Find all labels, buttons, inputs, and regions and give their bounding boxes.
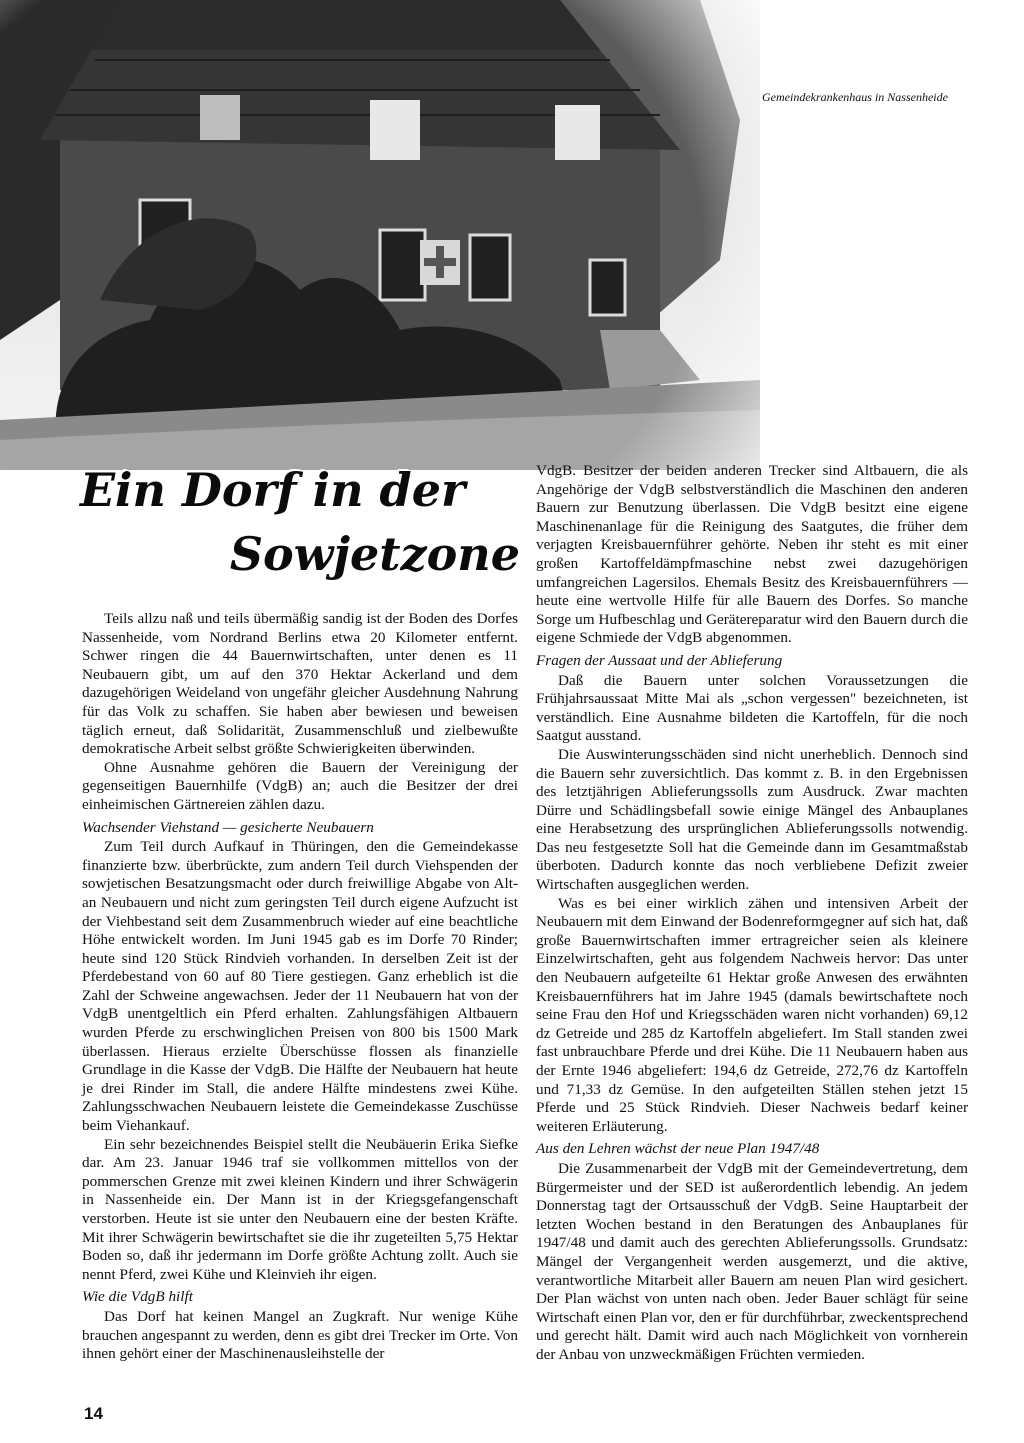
article-column-left: [82, 610, 518, 1364]
article-title: [80, 458, 520, 586]
article-column-right: [536, 462, 968, 1365]
section-heading: Aus den Lehren wächst der neue Plan 1947/48: [536, 1140, 820, 1158]
paragraph: Ohne Ausnahme gehören die Bauern der Vereinigung der gegenseitigen Bauernhilfe (VdgB) an; auch die Besitzer der drei einheimischen Gärtnereien zählen dazu.: [82, 758, 518, 813]
paragraph: Das Dorf hat keinen Mangel an Zugkraft. Nur wenige Kühe brauchen angespannt zu werden, denn es gibt drei Trecker im Orte. Von ihnen gehört einer der Maschinenausleihstelle der: [82, 1307, 518, 1363]
paragraph: Teils allzu naß und teils übermäßig sandig ist der Boden des Dorfes Nassenheide, vom Nordrand Berlins etwa 20 Kilometer entfernt. Schwer ringen die 44 Bauernwirtschaften, unter denen es 11 Neubauern gibt, um auf den 370 Hektar Ackerland und dem dazugehörigen Weideland von ungefähr gleicher Ausdehnung Nahrung für das Volk zu schaffen. Sie haben aber bewiesen und beweisen täglich erneut, daß Solidarität, Zusammenschluß und zielbewußte demokratische Arbeit selbst größte Schwierigkeiten überwinden.: [82, 610, 518, 758]
section-heading: Wachsender Viehstand — gesicherte Neubauern: [82, 818, 374, 836]
section-heading: Wie die VdgB hilft: [82, 1288, 193, 1306]
photo-caption: Gemeindekrankenhaus in Nassenheide: [762, 90, 948, 104]
section-heading: Fragen der Aussaat und der Ablieferung: [536, 651, 783, 669]
paragraph: Die Auswinterungsschäden sind nicht unerheblich. Dennoch sind die Bauern sehr zuversichtlich. Das kommt z. B. in den Ergebnissen des letztjährigen Ablieferungssolls zum Ausdruck. Zwar machten Dürre und Schädlingsbefall sowie einige Mängel des Anbauplanes eine Herabsetzung des ursprünglichen Ablieferungssolls notwendig. Das neu festgesetzte Soll hat die Gemeinde dann im Gesamtmaßstab überboten. Dadurch konnte das noch verbliebene Defizit zweier Wirtschaften ausgeglichen werden.: [536, 745, 968, 894]
title-line-2: Sowjetzone: [229, 527, 520, 581]
paragraph: Zum Teil durch Aufkauf in Thüringen, den die Gemeindekasse finanzierte bzw. überbrückte, zum andern Teil durch Viehspenden der sowjetischen Besatzungsmacht oder durch freiwillige Abgabe von Alt- an Neubauern und nicht zum geringsten Teil durch eigene Aufzucht ist der Viehbestand seit dem Zusammenbruch wieder auf eine beachtliche Höhe entwickelt worden. Im Juni 1945 gab es im Dorfe 70 Rinder; heute sind 120 Stück Rindvieh vorhanden. In derselben Zeit ist der Pferdebestand von 60 auf 80 Tiere gestiegen. Ganz erheblich ist die Zahl der Schweine angewachsen. Jeder der 11 Neubauern hat von der VdgB unentgeltlich ein Pferd erhalten. Zahlungsfähigen Altbauern wurden Pferde zu erschwinglichen Preisen von 800 bis 1500 Mark überlassen. Hieraus erzielte Überschüsse flossen als finanzielle Grundlage in die Kasse der VdgB. Die Hälfte der Neubauern hat heute je drei Rinder im Stall, die andere Hälfte mindestens zwei Kühe. Zahlungsschwachen Neubauern leistete die Gemeindekasse Zuschüsse beim Viehankauf.: [82, 838, 518, 1135]
paragraph: Die Zusammenarbeit der VdgB mit der Gemeindevertretung, dem Bürgermeister und der SED ist außerordentlich lebendig. An jedem Donnerstag tagt der Ortsausschuß der VdgB. Seine Hauptarbeit der letzten Wochen bestand in den Beratungen des Anbauplanes für 1947/48 und damit auch des gerechten Ablieferungssolls. Grundsatz: Mängel der Vergangenheit werden ausgemerzt, und die aktive, verantwortliche Mitarbeit aller Bauern am neuen Plan wird gesichert. Der Plan wächst von unten nach oben. Jeder Bauer schlägt für seine Wirtschaft einen Plan vor, den er für durchführbar, zweckentsprechend und gerecht hält. Damit wird auch nach Möglichkeit von vornherein der Anbau von unzweckmäßigen Früchten vermieden.: [536, 1159, 968, 1363]
page-number: 14: [84, 1404, 103, 1423]
paragraph: Ein sehr bezeichnendes Beispiel stellt die Neubäuerin Erika Siefke dar. Am 23. Januar 1946 traf sie vollkommen mittellos von der pommerschen Grenze mit zwei kleinen Kindern und ihrer Schwägerin in Nassenheide ein. Der Mann ist in der Kriegsgefangenschaft verstorben. Heute ist sie unter den Neubauern eine der besten Kräfte. Mit ihrer Schwägerin bewirtschaftet sie die ihr zugeteilten 5,75 Hektar Boden so, daß ihr jedermann im Dorfe größte Achtung zollt. Auch sie nennt Pferd, zwei Kühe und Kleinvieh ihr eigen.: [82, 1135, 518, 1283]
paragraph: VdgB. Besitzer der beiden anderen Trecker sind Altbauern, die als Angehörige der VdgB selbstverständlich die Maschinen den anderen Bauern zur Benutzung überlassen. Die VdgB besitzt eine eigene Maschinenanlage für die Reinigung des Saatgutes, die früher dem verjagten Kreisbauernführer gehörte. Neben ihr steht es mit einer großen Kartoffeldämpfmaschine nebst zwei dazugehörigen umfangreichen Lagersilos. Ehemals Besitz des Kreisbauernführers — heute eine wertvolle Hilfe für alle Bauern des Dorfes. So manche Sorge um Hufbeschlag und Gerätereparatur wird den Bauern durch die eigene Schmiede der VdgB abgenommen.: [536, 462, 968, 647]
title-line-1: Ein Dorf in der: [80, 463, 466, 517]
paragraph: Was es bei einer wirklich zähen und intensiven Arbeit der Neubauern mit dem Einwand der Bodenreformgegner auf sich hat, daß große Bauernwirtschaften immer ertragreicher seien als kleinere Einzelwirtschaften, geht aus folgendem Nachweis hervor: Das unter den Neubauern aufgeteilte 61 Hektar große Anwesen des erwähnten Kreisbauernführers hat im Jahre 1945 (damals bewirtschaftete noch seine Frau den Hof und Kriegsschäden waren nicht vorhanden) 69,12 dz Getreide und 285 dz Kartoffeln abgeliefert. Im Stall standen zwei fast unbrauchbare Pferde und drei Kühe. Die 11 Neubauern haben aus der Ernte 1946 abgeliefert: 194,6 dz Getreide, 272,76 dz Kartoffeln und 71,33 dz Gemüse. In den aufgeteilten Ställen stehen jetzt 15 Pferde und 25 Stück Rindvieh. Dieser Nachweis bedarf keiner weiteren Erläuterung.: [536, 894, 968, 1135]
paragraph: Daß die Bauern unter solchen Voraussetzungen die Frühjahrsaussaat Mitte Mai als „schon vergessen" bezeichneten, ist verständlich. Eine Ausnahme bildeten die Kartoffeln, für die noch Saatgut ausstand.: [536, 671, 968, 745]
